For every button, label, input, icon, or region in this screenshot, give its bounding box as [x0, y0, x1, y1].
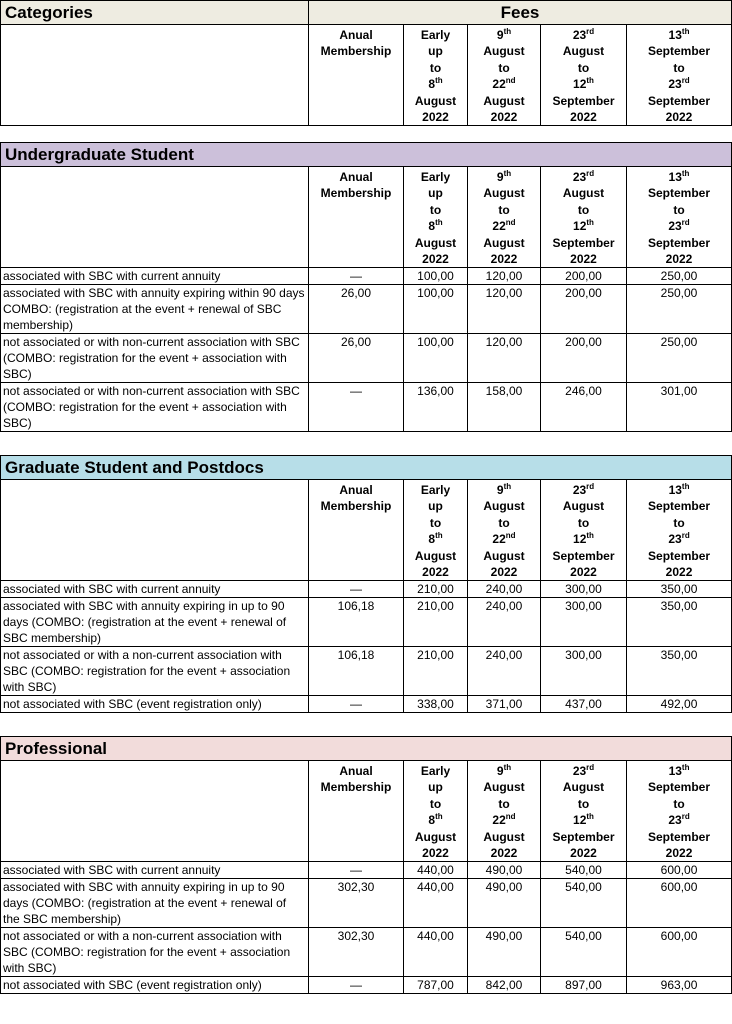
header-line: 9th — [496, 763, 512, 778]
header-period3 — [541, 480, 627, 581]
header-line: Membership — [320, 44, 392, 59]
header-line: September — [552, 829, 615, 844]
header-line: Early — [420, 764, 451, 778]
fee-cell: 100,00 — [404, 285, 468, 334]
header-line: Anual — [339, 28, 373, 42]
header-line: 8th — [428, 812, 443, 828]
fee-row — [1, 977, 732, 994]
header-line: Anual — [339, 483, 373, 497]
header-line: 2022 — [570, 252, 597, 267]
header-line: 22nd — [492, 531, 516, 547]
fee-cell: 210,00 — [404, 647, 468, 696]
header-line: 23rd — [572, 482, 595, 497]
fee-cell: 300,00 — [541, 581, 627, 598]
category-cell: associated with SBC with current annuity — [1, 581, 309, 598]
header-line: September — [647, 44, 711, 59]
header-line: to — [577, 796, 590, 811]
fees-heading: Fees — [309, 1, 732, 25]
header-line: 23rd — [668, 218, 690, 234]
fee-cell: 490,00 — [468, 928, 541, 977]
category-cell: not associated or with a non-current association with SBC (COMBO: registration for the event + association with SBC) — [1, 928, 309, 977]
header-period1 — [404, 480, 468, 581]
header-line: 23rd — [572, 763, 595, 778]
header-line: September — [648, 829, 711, 844]
fee-cell: 540,00 — [541, 862, 627, 879]
fee-cell: 440,00 — [404, 879, 468, 928]
fee-cell: 120,00 — [468, 285, 541, 334]
fee-cell: 440,00 — [404, 928, 468, 977]
header-line: 9th — [496, 27, 512, 42]
header-line: up — [428, 186, 443, 201]
header-period3 — [541, 167, 627, 268]
header-line: 9th — [496, 169, 512, 184]
header-line: 8th — [428, 218, 443, 234]
fee-cell: 540,00 — [541, 879, 627, 928]
header-line: September — [552, 548, 615, 563]
header-period4 — [627, 167, 732, 268]
categories-heading: Categories — [1, 1, 309, 25]
fee-cell: 490,00 — [468, 879, 541, 928]
header-line: 23rd — [572, 169, 595, 184]
header-line: August — [483, 829, 525, 844]
period-header-row — [1, 480, 732, 581]
header-line: August — [562, 780, 605, 795]
header-line: 13th — [668, 763, 690, 778]
category-cell: not associated with SBC (event registration only) — [1, 977, 309, 994]
fee-cell: — — [309, 383, 404, 432]
header-period3 — [541, 25, 627, 126]
header-period1 — [404, 167, 468, 268]
header-line: 23rd — [668, 76, 690, 92]
header-line: August — [414, 829, 457, 844]
period-header-row — [1, 25, 732, 126]
fee-cell: 371,00 — [468, 696, 541, 713]
fee-cell: 26,00 — [309, 334, 404, 383]
fee-row — [1, 268, 732, 285]
header-line: 2022 — [570, 846, 597, 861]
header-line: Early — [420, 483, 451, 497]
header-line: Anual — [339, 764, 373, 778]
header-line: up — [428, 44, 443, 59]
section-title: Graduate Student and Postdocs — [1, 456, 732, 480]
header-line: 2022 — [490, 565, 518, 580]
header-line: 13th — [668, 169, 690, 184]
header-line: to — [673, 515, 685, 530]
fee-cell: 200,00 — [541, 285, 627, 334]
fee-cell: 300,00 — [541, 598, 627, 647]
fee-cell: 842,00 — [468, 977, 541, 994]
category-cell: associated with SBC with annuity expiring within 90 days COMBO: (registration at the event + renewal of SBC membership) — [1, 285, 309, 334]
section-undergraduate-student — [0, 142, 732, 432]
category-cell: associated with SBC with current annuity — [1, 862, 309, 879]
fee-row — [1, 862, 732, 879]
header-annual — [309, 167, 404, 268]
fee-cell: 210,00 — [404, 598, 468, 647]
header-line: to — [577, 60, 590, 75]
header-period4 — [627, 761, 732, 862]
header-line: to — [498, 515, 510, 530]
header-line: to — [673, 60, 685, 75]
fee-cell: 240,00 — [468, 581, 541, 598]
fee-row — [1, 285, 732, 334]
header-line: August — [483, 235, 525, 250]
fee-cell: — — [309, 862, 404, 879]
header-annual — [309, 761, 404, 862]
fee-row — [1, 647, 732, 696]
section-title: Professional — [1, 737, 732, 761]
fee-row — [1, 696, 732, 713]
header-line: August — [483, 548, 525, 563]
header-line: August — [483, 93, 525, 108]
fee-cell: 100,00 — [404, 334, 468, 383]
header-line: September — [647, 235, 711, 250]
header-line: 2022 — [422, 846, 449, 861]
fee-cell: 210,00 — [404, 581, 468, 598]
header-period1 — [404, 25, 468, 126]
category-cell: associated with SBC with current annuity — [1, 268, 309, 285]
blank-header-cell — [1, 25, 309, 126]
period-header-row — [1, 167, 732, 268]
fee-cell: 600,00 — [627, 928, 732, 977]
header-line: 12th — [573, 531, 594, 547]
header-line: to — [429, 515, 442, 530]
header-period4 — [627, 480, 732, 581]
header-annual — [309, 480, 404, 581]
header-line: Membership — [320, 186, 392, 201]
header-line: August — [483, 780, 525, 795]
header-line: 22nd — [492, 812, 516, 828]
category-cell: not associated or with non-current association with SBC (COMBO: registration for the event + association with SBC) — [1, 383, 309, 432]
header-line: to — [577, 202, 590, 217]
fee-cell: 100,00 — [404, 268, 468, 285]
category-cell: not associated or with a non-current association with SBC (COMBO: registration for the event + association with SBC) — [1, 647, 309, 696]
fee-cell: 350,00 — [627, 647, 732, 696]
header-line: to — [498, 202, 510, 217]
header-line: September — [647, 93, 711, 108]
header-line: 2022 — [422, 252, 449, 267]
section-title: Undergraduate Student — [1, 143, 732, 167]
blank-header-cell — [1, 761, 309, 862]
fee-cell: 787,00 — [404, 977, 468, 994]
fee-cell: 106,18 — [309, 647, 404, 696]
header-line: 2022 — [490, 846, 518, 861]
header-annual — [309, 25, 404, 126]
fee-cell: 302,30 — [309, 928, 404, 977]
fee-cell: 338,00 — [404, 696, 468, 713]
fee-cell: 437,00 — [541, 696, 627, 713]
header-line: to — [498, 60, 510, 75]
header-line: 22nd — [492, 218, 516, 234]
blank-header-cell — [1, 167, 309, 268]
fee-cell: 540,00 — [541, 928, 627, 977]
category-cell: not associated or with non-current association with SBC (COMBO: registration for the event + association with SBC) — [1, 334, 309, 383]
header-line: August — [483, 186, 525, 201]
header-line: to — [429, 202, 442, 217]
fee-cell: 963,00 — [627, 977, 732, 994]
fee-cell: 250,00 — [627, 285, 732, 334]
header-line: August — [562, 499, 605, 514]
fee-cell: 200,00 — [541, 334, 627, 383]
header-period3 — [541, 761, 627, 862]
fee-cell: 600,00 — [627, 862, 732, 879]
header-line: 2022 — [665, 110, 693, 125]
header-period2 — [468, 761, 541, 862]
header-line: 2022 — [665, 565, 693, 580]
header-line: 2022 — [422, 110, 449, 125]
header-line: Anual — [339, 170, 373, 184]
header-line: 13th — [668, 482, 690, 497]
header-line: 2022 — [490, 110, 518, 125]
fee-cell: — — [309, 581, 404, 598]
header-period2 — [468, 480, 541, 581]
fee-cell: 300,00 — [541, 647, 627, 696]
header-line: 8th — [428, 76, 443, 92]
fee-cell: 250,00 — [627, 268, 732, 285]
fee-cell: — — [309, 977, 404, 994]
header-line: 2022 — [570, 110, 597, 125]
fee-cell: 490,00 — [468, 862, 541, 879]
header-period2 — [468, 167, 541, 268]
header-line: September — [648, 499, 711, 514]
header-period1 — [404, 761, 468, 862]
header-line: 23rd — [668, 812, 690, 828]
header-line: August — [562, 186, 605, 201]
header-line: September — [648, 548, 711, 563]
fee-cell: 106,18 — [309, 598, 404, 647]
fee-row — [1, 383, 732, 432]
header-line: August — [414, 235, 457, 250]
fee-row — [1, 879, 732, 928]
fee-cell: 158,00 — [468, 383, 541, 432]
header-line: August — [414, 548, 457, 563]
fee-cell: 897,00 — [541, 977, 627, 994]
header-line: September — [648, 780, 711, 795]
header-line: to — [673, 202, 685, 217]
header-line: up — [428, 499, 443, 514]
header-line: August — [483, 44, 525, 59]
header-line: 8th — [428, 531, 443, 547]
categories-fees-header-table — [0, 0, 732, 126]
header-line: August — [483, 499, 525, 514]
fee-cell: 350,00 — [627, 581, 732, 598]
header-line: 12th — [573, 812, 594, 828]
header-line: Early — [420, 170, 451, 184]
header-line: Membership — [320, 499, 392, 514]
header-line: 13th — [668, 27, 690, 42]
header-line: September — [647, 186, 711, 201]
fee-cell: 600,00 — [627, 879, 732, 928]
fee-cell: 492,00 — [627, 696, 732, 713]
header-line: 2022 — [490, 252, 518, 267]
header-line: 22nd — [492, 76, 516, 92]
fee-cell: 250,00 — [627, 334, 732, 383]
header-line: August — [562, 44, 605, 59]
fee-cell: 440,00 — [404, 862, 468, 879]
section-professional — [0, 736, 732, 994]
header-line: September — [552, 235, 615, 250]
fee-cell: 26,00 — [309, 285, 404, 334]
fee-cell: 120,00 — [468, 334, 541, 383]
header-line: to — [429, 60, 442, 75]
header-period4 — [627, 25, 732, 126]
category-cell: not associated with SBC (event registration only) — [1, 696, 309, 713]
header-line: 9th — [496, 482, 512, 497]
fee-cell: — — [309, 696, 404, 713]
fee-row — [1, 334, 732, 383]
category-cell: associated with SBC with annuity expiring in up to 90 days (COMBO: (registration at the event + renewal of SBC membership) — [1, 598, 309, 647]
header-line: 2022 — [570, 565, 597, 580]
fee-cell: 301,00 — [627, 383, 732, 432]
fee-cell: 246,00 — [541, 383, 627, 432]
fee-cell: 240,00 — [468, 598, 541, 647]
fee-cell: — — [309, 268, 404, 285]
fee-cell: 120,00 — [468, 268, 541, 285]
header-line: to — [577, 515, 590, 530]
period-header-row — [1, 761, 732, 862]
fee-row — [1, 598, 732, 647]
fee-cell: 240,00 — [468, 647, 541, 696]
fee-cell: 200,00 — [541, 268, 627, 285]
fee-cell: 136,00 — [404, 383, 468, 432]
header-line: Early — [420, 28, 451, 42]
header-line: Membership — [320, 780, 392, 795]
header-line: up — [428, 780, 443, 795]
header-line: 2022 — [665, 252, 693, 267]
fee-row — [1, 581, 732, 598]
header-line: to — [429, 796, 442, 811]
header-line: 2022 — [422, 565, 449, 580]
fee-cell: 350,00 — [627, 598, 732, 647]
header-line: 12th — [573, 218, 594, 234]
header-line: August — [414, 93, 457, 108]
header-line: 23rd — [572, 27, 595, 42]
header-line: to — [673, 796, 685, 811]
header-period2 — [468, 25, 541, 126]
fee-cell: 302,30 — [309, 879, 404, 928]
section-graduate-student-and-postdocs — [0, 455, 732, 713]
header-line: to — [498, 796, 510, 811]
header-line: 23rd — [668, 531, 690, 547]
fee-row — [1, 928, 732, 977]
header-line: 2022 — [665, 846, 693, 861]
category-cell: associated with SBC with annuity expiring in up to 90 days (COMBO: (registration at the event + renewal of the SBC membership) — [1, 879, 309, 928]
header-line: 12th — [573, 76, 594, 92]
blank-header-cell — [1, 480, 309, 581]
header-line: September — [552, 93, 615, 108]
